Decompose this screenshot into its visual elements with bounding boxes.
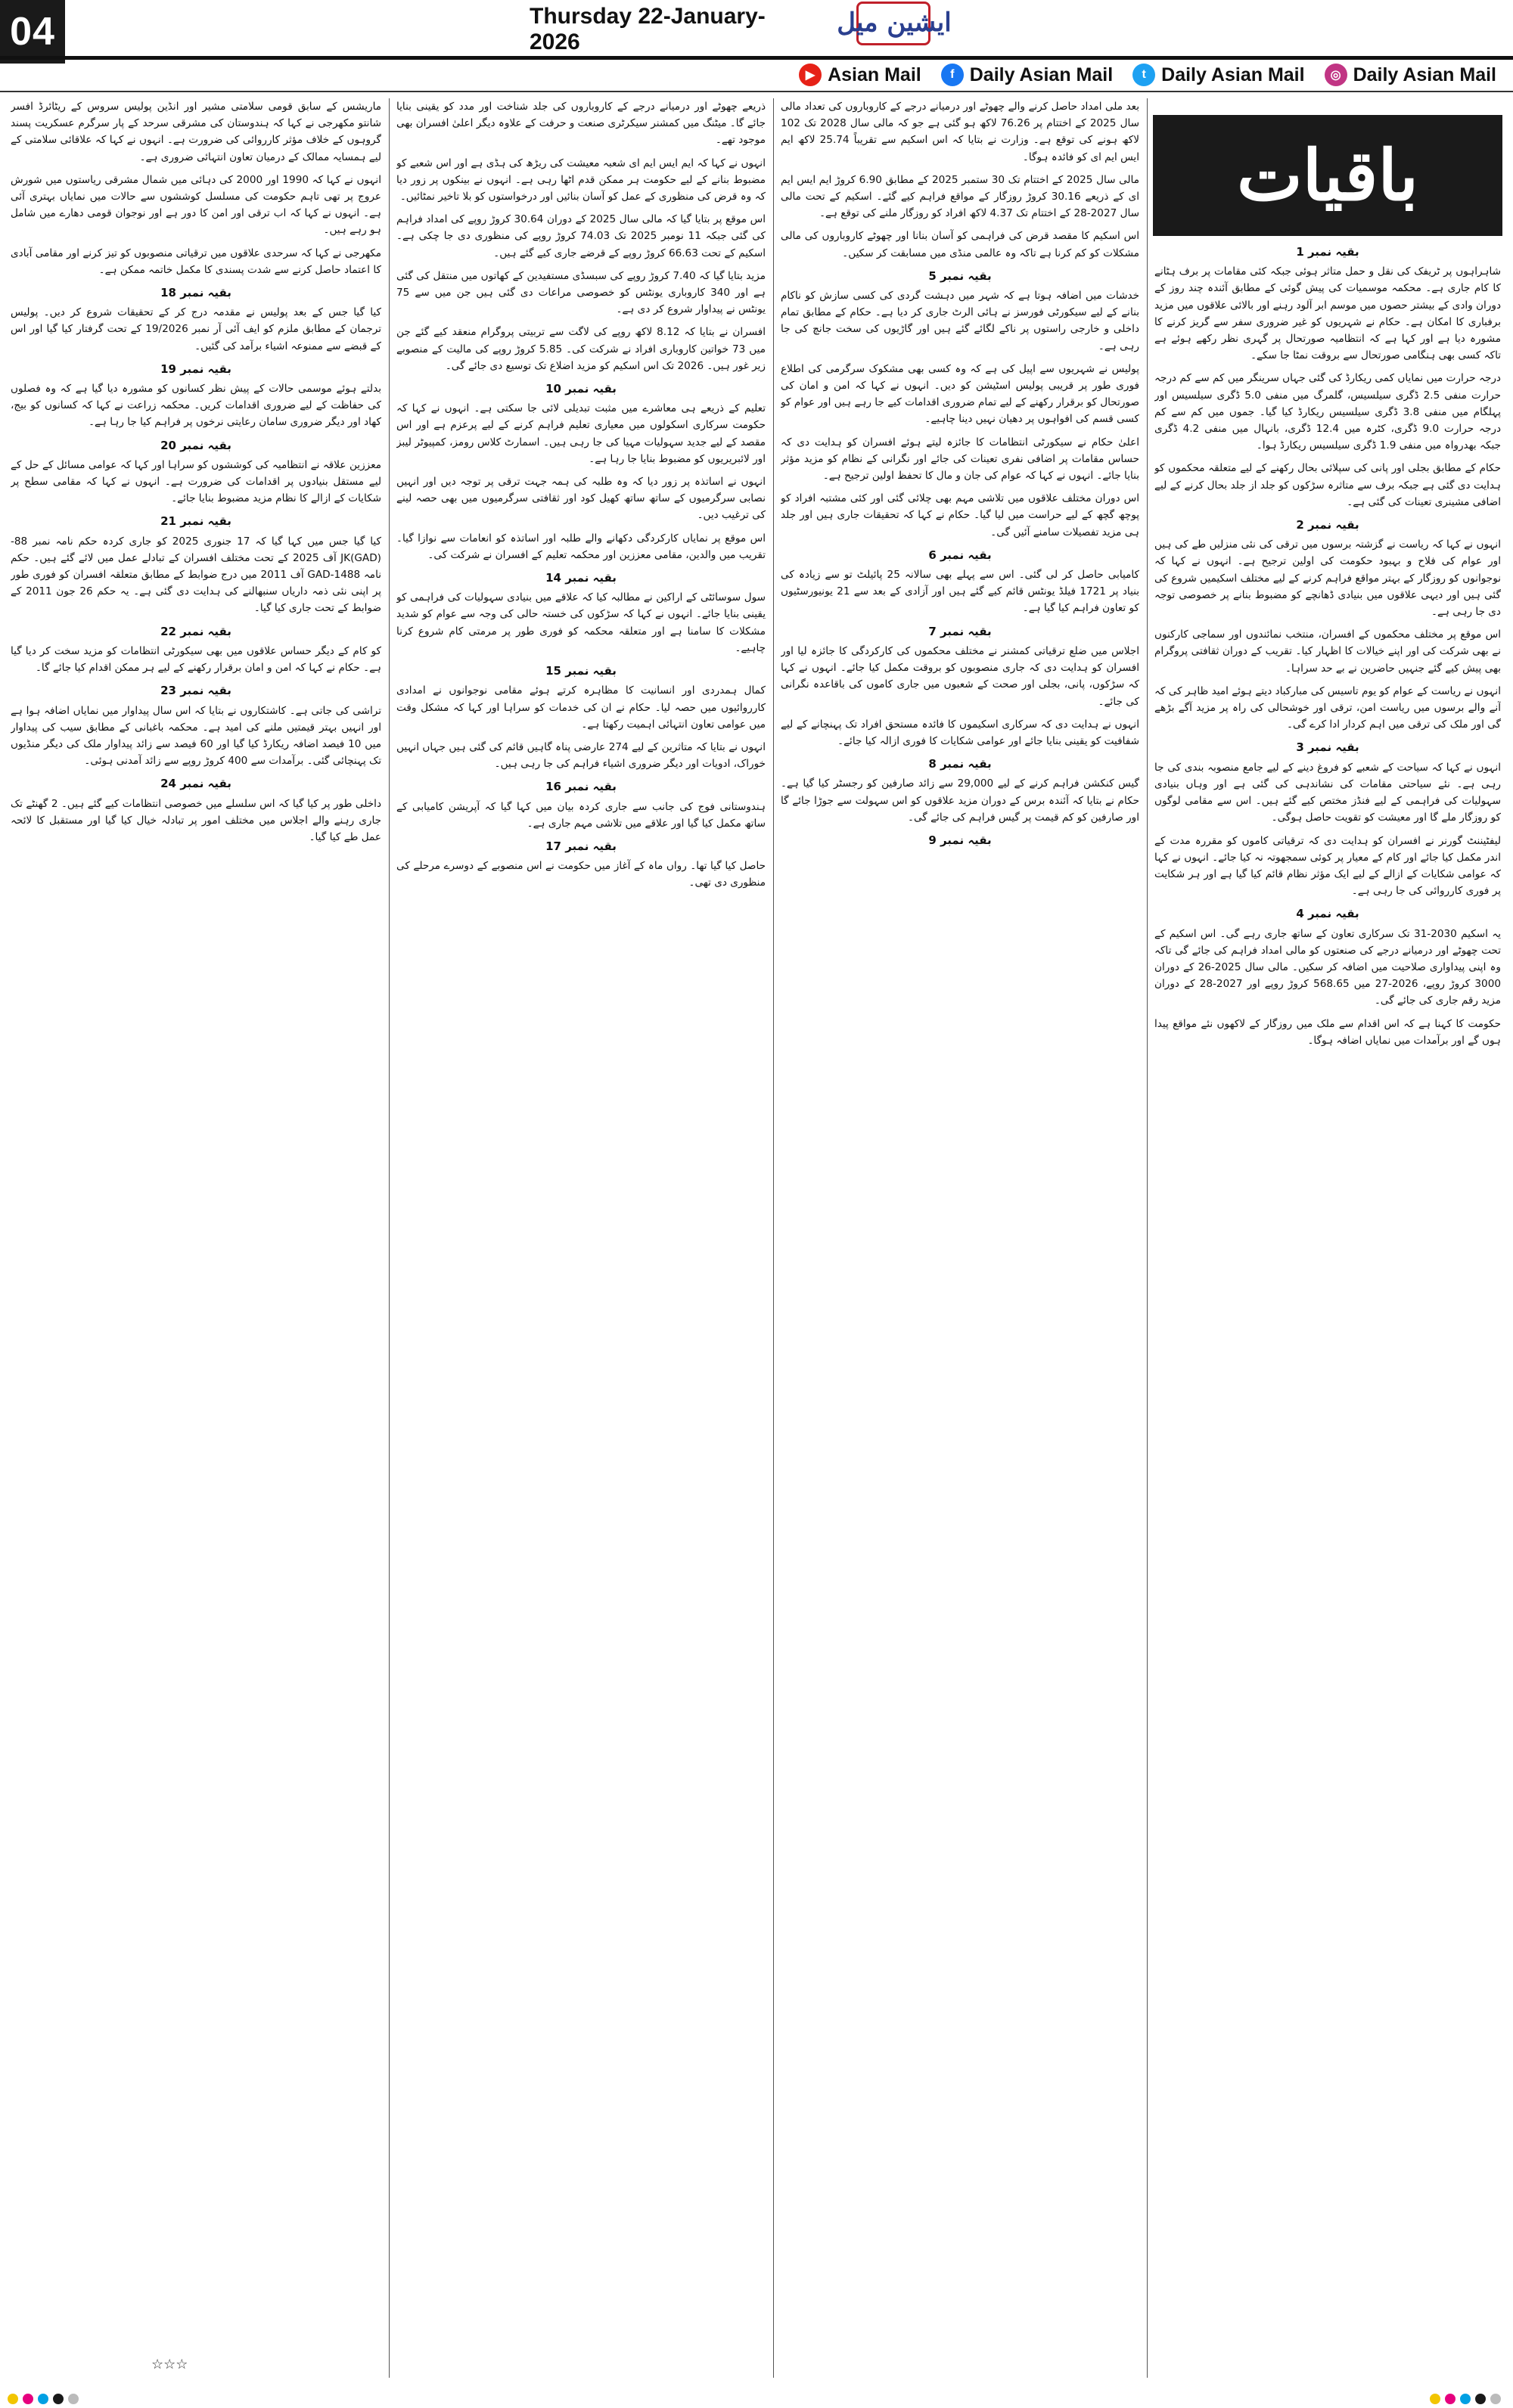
print-color-dot bbox=[1445, 2394, 1456, 2404]
logo-text: ایشین میل bbox=[837, 8, 952, 38]
social-links bbox=[377, 61, 1513, 89]
article-paragraph: انہوں نے اساتذہ پر زور دیا کہ وہ طلبہ کی ہمہ جہت ترقی پر توجہ دیں اور انہیں نصابی سرگرمیوں کے ساتھ ساتھ کھیل کود اور ثقافتی سرگرمیوں میں بھی حصہ لینے کی ترغیب دیں۔ bbox=[396, 476, 766, 522]
article-paragraph: اعلیٰ حکام نے سیکورٹی انتظامات کا جائزہ لیتے ہوئے افسران کو ہدایت دی کہ حساس مقامات پر اضافی نفری تعینات کی جائے اور نگرانی کے نظام کو مزید مؤثر بنایا جائے۔ انہوں نے کہا کہ عوام کی جان و مال کا تحفظ اولین ترجیح ہے۔ bbox=[781, 436, 1139, 483]
continuation-heading: بقیہ نمبر 2 bbox=[1296, 518, 1359, 532]
article-paragraph: کیا گیا جس میں کہا گیا کہ 17 جنوری 2025 کو جاری کردہ حکم نامہ نمبر 88-JK(GAD) آف 2025 کے تحت مختلف افسران کے تبادلے عمل میں لائے گئے ہیں۔ حکم نامہ 1488-GAD آف 2011 میں درج ضوابط کے مطابق متعلقہ افسران کو فوری طور پر اپنی نئی ذمہ داریاں سنبھالنے کی ہدایت دی گئی ہے۔ یہ حکم 26 جون 2011 کے ضوابط کے تحت جاری کیا گیا۔ bbox=[11, 535, 381, 615]
page-content bbox=[11, 98, 1502, 2378]
end-stars: ☆☆☆ bbox=[151, 2357, 188, 2372]
column-4 bbox=[11, 98, 381, 2378]
column-rule bbox=[1147, 98, 1148, 2378]
article-paragraph: ہندوستانی فوج کی جانب سے جاری کردہ بیان میں کہا گیا کہ آپریشن کامیابی کے ساتھ مکمل کیا گیا اور علاقے میں تلاشی مہم جاری ہے۔ bbox=[396, 800, 766, 830]
article-paragraph: کمال ہمدردی اور انسانیت کا مظاہرہ کرتے ہوئے مقامی نوجوانوں نے امدادی کارروائیوں میں حصہ لیا۔ حکام نے ان کی خدمات کو سراہا اور کہا کہ مشکل وقت میں عوامی تعاون انتہائی اہمیت رکھتا ہے۔ bbox=[396, 684, 766, 731]
article-paragraph: انہوں نے کہا کہ ایم ایس ایم ای شعبہ معیشت کی ریڑھ کی ہڈی ہے اور اس شعبے کو مضبوط بنانے کے لیے حکومت ہر ممکن قدم اٹھا رہی ہے۔ انہوں نے بینکوں پر زور دیا کہ وہ قرض کی منظوری کے عمل کو آسان بنائیں اور درخواستوں کو بلا تاخیر نمٹائیں۔ bbox=[396, 157, 766, 203]
social-link[interactable] bbox=[941, 64, 1113, 86]
column-2 bbox=[781, 98, 1139, 2378]
article-paragraph: مزید بتایا گیا کہ 7.40 کروڑ روپے کی سبسڈی مستفیدین کے کھاتوں میں منتقل کی گئی ہے اور 340 کاروباری یونٹس کو خصوصی مراعات دی گئی ہیں جن میں سے 75 یونٹس نے پیداوار شروع کر دی ہے۔ bbox=[396, 269, 766, 316]
print-color-dot bbox=[1475, 2394, 1486, 2404]
youtube-icon: ▶ bbox=[799, 64, 822, 86]
article-paragraph: انہوں نے کہا کہ 1990 اور 2000 کی دہائی میں شمال مشرقی ریاستوں میں شورش عروج پر تھی تاہم حکومت کی مسلسل کوششوں سے حالات میں نمایاں بہتری آئی ہے۔ انہوں نے کہا کہ اب ترقی اور امن کا دور ہے اور نوجوان قومی دھارے میں شامل ہو رہے ہیں۔ bbox=[11, 173, 381, 237]
continuation-heading: بقیہ نمبر 24 bbox=[160, 777, 231, 791]
issue-date: Thursday 22-January-2026 bbox=[530, 4, 766, 54]
continuation-heading: بقیہ نمبر 14 bbox=[545, 571, 617, 585]
article-paragraph: انہوں نے کہا کہ سیاحت کے شعبے کو فروغ دینے کے لیے جامع منصوبہ بندی کی جا رہی ہے۔ نئے سیاحتی مقامات کی نشاندہی کی گئی ہے اور وہاں بنیادی سہولیات کی فراہمی کے لیے فنڈز مختص کیے گئے ہیں۔ اس سے مقامی لوگوں کو روزگار ملے گا اور معیشت کو تقویت حاصل ہوگی۔ bbox=[1154, 761, 1501, 824]
newspaper-logo bbox=[819, 2, 970, 56]
continuation-heading: بقیہ نمبر 6 bbox=[928, 548, 992, 562]
page-number: 04 bbox=[0, 0, 65, 64]
article-paragraph: تعلیم کے ذریعے ہی معاشرے میں مثبت تبدیلی لائی جا سکتی ہے۔ انہوں نے کہا کہ حکومت سرکاری اسکولوں میں معیاری تعلیم فراہم کرنے کے لیے پرعزم ہے اور اس مقصد کے لیے جدید سہولیات مہیا کی جا رہی ہیں۔ اسمارٹ کلاس رومز، کمپیوٹر لیبز اور لائبریریوں کو مضبوط بنایا جا رہا ہے۔ bbox=[396, 402, 766, 465]
article-paragraph: حاصل کیا گیا تھا۔ رواں ماہ کے آغاز میں حکومت نے اس منصوبے کے دوسرے مرحلے کی منظوری دی تھی۔ bbox=[396, 860, 766, 889]
article-paragraph: بعد ملی امداد حاصل کرنے والے چھوٹے اور درمیانے درجے کے کاروباروں کی تعداد مالی سال 2025 کے اختتام پر 76.26 لاکھ ہو گئی ہے جو کہ مالی سال 2028 تک 102 لاکھ ہونے کی توقع ہے۔ وزارت نے بتایا کہ اس اسکیم سے تقریباً 25.74 لاکھ ایم ایس ایم ای کو فائدہ ہوگا۔ bbox=[781, 101, 1139, 163]
article-paragraph: لیفٹیننٹ گورنر نے افسران کو ہدایت دی کہ ترقیاتی کاموں کو مقررہ مدت کے اندر مکمل کیا جائے اور کام کے معیار پر کوئی سمجھوتہ نہ کیا جائے۔ انہوں نے کہا کہ عوامی شکایات کے ازالے کے لیے ایک مؤثر نظام قائم کیا گیا ہے اور ہر شکایت پر فوری کارروائی کی جا رہی ہے۔ bbox=[1154, 834, 1501, 898]
continuation-heading: بقیہ نمبر 3 bbox=[1296, 740, 1359, 755]
social-label: Asian Mail bbox=[828, 64, 921, 85]
header-rule-bottom bbox=[0, 91, 1513, 92]
continuation-heading: بقیہ نمبر 19 bbox=[160, 362, 231, 376]
twitter-icon: t bbox=[1132, 64, 1155, 86]
article-paragraph: اجلاس میں ضلع ترقیاتی کمشنر نے مختلف محکموں کی کارکردگی کا جائزہ لیا اور افسران کو ہدایت دی کہ جاری منصوبوں کو بروقت مکمل کیا جائے۔ انہوں نے کہا کہ سڑکوں، پانی، بجلی اور صحت کے شعبوں میں جاری کاموں کی باقاعدہ نگرانی کی جائے۔ bbox=[781, 644, 1139, 708]
facebook-icon: f bbox=[941, 64, 964, 86]
column-rule bbox=[389, 98, 390, 2378]
article-paragraph: خدشات میں اضافہ ہوتا ہے کہ شہر میں دہشت گردی کی کسی سازش کو ناکام بنانے کے لیے سیکورٹی فورسز نے ہائی الرٹ جاری کر دیا ہے۔ حکام کے مطابق تمام داخلی و خارجی راستوں پر ناکے لگائے گئے ہیں اور گاڑیوں کی سخت جانچ کی جا رہی ہے۔ bbox=[781, 290, 1139, 352]
continuation-heading: بقیہ نمبر 4 bbox=[1296, 907, 1359, 921]
article-paragraph: درجہ حرارت میں نمایاں کمی ریکارڈ کی گئی جہاں سرینگر میں کم سے کم درجہ حرارت منفی 2.5 ڈگری سیلسیس، گلمرگ میں منفی 5.0 ڈگری سیلسیس اور پہلگام میں منفی 3.8 ڈگری سیلسیس ریکارڈ کیا گیا۔ جموں میں کم سے کم درجہ حرارت 9.0 ڈگری، کٹرہ میں 12.4 ڈگری، بانہال میں منفی 4.2 ڈگری جبکہ بھدرواہ میں منفی 1.9 ڈگری سیلسیس ریکارڈ ہوا۔ bbox=[1154, 372, 1501, 452]
continuation-heading: بقیہ نمبر 23 bbox=[160, 684, 231, 698]
article-paragraph: داخلی طور پر کیا گیا کہ اس سلسلے میں خصوصی انتظامات کیے گئے ہیں۔ 2 گھنٹے تک جاری رہنے والے اجلاس میں مختلف امور پر تبادلہ خیال کیا گیا اور مستقبل کا لائحہ عمل طے کیا گیا۔ bbox=[11, 797, 381, 843]
continuation-heading: بقیہ نمبر 9 bbox=[928, 833, 992, 847]
article-paragraph: ماریشس کے سابق قومی سلامتی مشیر اور انڈین پولیس سروس کے ریٹائرڈ افسر شانتو مکھرجی نے کہا کہ ہندوستان کی مشرقی سرحد کے پار سرگرم عسکریت پسند گروہوں کے خلاف مؤثر کارروائی کی ضرورت ہے۔ انہوں نے کہا کہ علاقائی سلامتی کے لیے ہمسایہ ممالک کے درمیان تعاون انتہائی ضروری ہے۔ bbox=[11, 101, 381, 163]
article-paragraph: کو کام کے دیگر حساس علاقوں میں بھی سیکورٹی انتظامات کو مزید سخت کر دیا گیا ہے۔ حکام نے کہا کہ امن و امان برقرار رکھنے کے لیے ہر ممکن اقدام کیا جائے گا۔ bbox=[11, 644, 381, 675]
continuation-heading: بقیہ نمبر 7 bbox=[928, 624, 992, 638]
article-paragraph: گیس کنکشن فراہم کرنے کے لیے 29,000 سے زائد صارفین کو رجسٹر کیا گیا ہے۔ حکام نے بتایا کہ آئندہ برس کے دوران مزید علاقوں کو اس سہولت سے جوڑا جائے گا اور صارفین کو کم قیمت پر گیس فراہم کی جائے گی۔ bbox=[781, 777, 1139, 824]
article-paragraph: بدلتے ہوئے موسمی حالات کے پیش نظر کسانوں کو مشورہ دیا گیا ہے کہ وہ فصلوں کی حفاظت کے لیے ضروری اقدامات کریں۔ محکمہ زراعت نے کہا کہ کسانوں کو بیج، کھاد اور دیگر ضروری سامان رعایتی نرخوں پر فراہم کیا جا رہا ہے۔ bbox=[11, 383, 381, 429]
article-paragraph: اس موقع پر بتایا گیا کہ مالی سال 2025 کے دوران 30.64 کروڑ روپے کی امداد فراہم کی گئی جبکہ 11 نومبر 2025 تک 74.03 کروڑ روپے کی منظوری دی جا چکی ہے۔ اسکیم کے تحت 66.63 کروڑ روپے کے قرضے جاری کیے گئے ہیں۔ bbox=[396, 213, 766, 259]
article-paragraph: انہوں نے بتایا کہ متاثرین کے لیے 274 عارضی پناہ گاہیں قائم کی گئی ہیں جہاں انہیں خوراک، ادویات اور دیگر ضروری اشیاء فراہم کی جا رہی ہیں۔ bbox=[396, 740, 766, 771]
print-color-dot bbox=[68, 2394, 79, 2404]
section-banner: باقیات bbox=[1153, 115, 1502, 236]
article-paragraph: مالی سال 2025 کے اختتام تک 30 ستمبر 2025 کے مطابق 6.90 کروڑ ایم ایس ایم ای کے ذریعے 30.16 کروڑ روزگار کے مواقع فراہم کیے گئے۔ اسکیم کے تحت مالی سال 2027-28 کے اختتام تک 4.37 لاکھ افراد کو روزگار ملنے کی توقع ہے۔ bbox=[781, 173, 1139, 220]
article-paragraph: اس اسکیم کا مقصد قرض کی فراہمی کو آسان بنانا اور چھوٹے کاروباروں کی مالی مشکلات کو کم کرنا ہے تاکہ وہ عالمی منڈی میں مسابقت کر سکیں۔ bbox=[781, 230, 1139, 259]
article-paragraph: تراشی کی جاتی ہے۔ کاشتکاروں نے بتایا کہ اس سال پیداوار میں نمایاں اضافہ ہوا ہے اور انہیں بہتر قیمتیں ملنے کی امید ہے۔ محکمہ باغبانی کے مطابق سیب کی پیداوار میں 10 فیصد اضافہ ریکارڈ کیا گیا اور 60 فیصد سے زائد پیداوار ملک کی دیگر منڈیوں تک پہنچائی گئی۔ برآمدات سے 400 کروڑ روپے سے زائد آمدنی ہوئی۔ bbox=[11, 704, 381, 768]
article-paragraph: مکھرجی نے کہا کہ سرحدی علاقوں میں ترقیاتی منصوبوں کو تیز کرنے اور مقامی آبادی کا اعتماد حاصل کرنے سے شدت پسندی کا مکمل خاتمہ ممکن ہے۔ bbox=[11, 247, 381, 276]
continuation-heading: بقیہ نمبر 1 bbox=[1296, 245, 1359, 259]
social-label: Daily Asian Mail bbox=[1161, 64, 1305, 85]
masthead bbox=[0, 0, 1513, 91]
continuation-heading: بقیہ نمبر 20 bbox=[160, 438, 231, 452]
print-color-dot bbox=[8, 2394, 18, 2404]
article-paragraph: انہوں نے ہدایت دی کہ سرکاری اسکیموں کا فائدہ مستحق افراد تک پہنچانے کے لیے شفافیت کو یقینی بنایا جائے اور عوامی شکایات کا فوری ازالہ کیا جائے۔ bbox=[781, 718, 1139, 747]
article-paragraph: معززین علاقہ نے انتظامیہ کی کوششوں کو سراہا اور کہا کہ عوامی مسائل کے حل کے لیے مستقل بنیادوں پر اقدامات کی ضرورت ہے۔ انہوں نے کہا کہ مقامی سطح پر شکایات کے ازالے کا نظام مزید مضبوط بنایا جائے۔ bbox=[11, 458, 381, 505]
continuation-heading: بقیہ نمبر 18 bbox=[160, 286, 231, 300]
social-link[interactable] bbox=[1132, 64, 1304, 86]
article-paragraph: کیا گیا جس کے بعد پولیس نے مقدمہ درج کر کے تحقیقات شروع کر دیں۔ پولیس ترجمان کے مطابق ملزم کو ایف آئی آر نمبر 19/2026 کے تحت گرفتار کیا گیا اور اس کے قبضے سے ممنوعہ اشیاء برآمد کی گئیں۔ bbox=[11, 306, 381, 352]
continuation-heading: بقیہ نمبر 5 bbox=[928, 268, 992, 283]
continuation-heading: بقیہ نمبر 21 bbox=[160, 514, 231, 529]
print-color-dot bbox=[1460, 2394, 1471, 2404]
article-paragraph: ذریعے چھوٹے اور درمیانے درجے کے کاروباروں کی جلد شناخت اور مدد کو یقینی بنایا جائے گا۔ میٹنگ میں کمشنر سیکرٹری صنعت و حرفت کے علاوہ دیگر اعلیٰ افسران بھی موجود تھے۔ bbox=[396, 101, 766, 147]
article-paragraph: اس موقع پر مختلف محکموں کے افسران، منتخب نمائندوں اور سماجی کارکنوں نے بھی شرکت کی اور اپنے خیالات کا اظہار کیا۔ تقریب کے دوران ثقافتی پروگرام بھی پیش کیے گئے جنہیں حاضرین نے بے حد سراہا۔ bbox=[1154, 628, 1501, 675]
article-paragraph: انہوں نے کہا کہ ریاست نے گزشتہ برسوں میں ترقی کی نئی منزلیں طے کی ہیں اور عوام کی فلاح و بہبود حکومت کی اولین ترجیح ہے۔ انہوں نے کہا کہ نوجوانوں کو روزگار کے بہتر مواقع فراہم کرنے کے لیے مختلف اسکیمیں شروع کی گئی ہیں اور دیہی علاقوں میں بنیادی ڈھانچے کو مضبوط بنانے پر خصوصی توجہ دی جا رہی ہے۔ bbox=[1154, 538, 1501, 619]
header-rule bbox=[0, 56, 1513, 60]
continuation-heading: بقیہ نمبر 15 bbox=[545, 664, 617, 678]
column-1 bbox=[1154, 98, 1501, 2378]
article-paragraph: حکام کے مطابق بجلی اور پانی کی سپلائی بحال رکھنے کے لیے متعلقہ محکموں کو ہدایت دی گئی ہے جبکہ برف سے متاثرہ سڑکوں کو جلد از جلد بحال کرنے کے لیے اضافی مشینری تعینات کی گئی ہے۔ bbox=[1154, 462, 1501, 508]
continuation-heading: بقیہ نمبر 10 bbox=[545, 382, 617, 396]
social-link[interactable] bbox=[799, 64, 921, 86]
article-paragraph: شاہراہوں پر ٹریفک کی نقل و حمل متاثر ہوئی جبکہ کئی مقامات پر برف ہٹانے کا کام جاری ہے۔ محکمہ موسمیات کی پیش گوئی کے مطابق آئندہ چند روز کے دوران وادی کے بیشتر حصوں میں موسم ابر آلود رہنے اور بالائی علاقوں میں مزید برفباری کا امکان ہے۔ حکام نے شہریوں کو غیر ضروری سفر سے گریز کرنے کا مشورہ دیا ہے اور کہا ہے کہ انتظامیہ صورتحال پر گہری نظر رکھے ہوئے ہے تاکہ کسی بھی ہنگامی صورتحال سے بروقت نمٹا جا سکے۔ bbox=[1154, 265, 1501, 362]
article-paragraph: پولیس نے شہریوں سے اپیل کی ہے کہ وہ کسی بھی مشکوک سرگرمی کی اطلاع فوری طور پر قریبی پولیس اسٹیشن کو دیں۔ انہوں نے کہا کہ امن و امان کی صورتحال کو برقرار رکھنے کے لیے تمام ضروری اقدامات کیے جا رہے ہیں اور عوام کو کسی قسم کی افواہوں پر دھیان نہیں دینا چاہیے۔ bbox=[781, 362, 1139, 426]
footer-strip bbox=[0, 2387, 1513, 2408]
social-label: Daily Asian Mail bbox=[969, 64, 1114, 85]
article-paragraph: سول سوسائٹی کے اراکین نے مطالبہ کیا کہ علاقے میں بنیادی سہولیات کی فراہمی کو یقینی بنایا جائے۔ انہوں نے کہا کہ سڑکوں کی خستہ حالی کی وجہ سے عوام کو شدید مشکلات کا سامنا ہے اور متعلقہ محکمہ کو فوری طور پر مرمتی کام شروع کرنا چاہیے۔ bbox=[396, 591, 766, 654]
article-paragraph: کامیابی حاصل کر لی گئی۔ اس سے پہلے بھی سالانہ 25 پائیلٹ تو سے زیادہ کی بنیاد پر 1721 فیلڈ یونٹس قائم کیے گئے ہیں اور آزادی کے بعد سے 21 یونیورسٹیوں کو تعاون فراہم کیا گیا ہے۔ bbox=[781, 569, 1139, 615]
column-rule bbox=[773, 98, 774, 2378]
print-color-dot bbox=[1490, 2394, 1501, 2404]
social-link[interactable] bbox=[1325, 64, 1496, 86]
continuation-heading: بقیہ نمبر 16 bbox=[545, 780, 617, 794]
continuation-heading: بقیہ نمبر 22 bbox=[160, 624, 231, 638]
article-paragraph: اس دوران مختلف علاقوں میں تلاشی مہم بھی چلائی گئی اور کئی مشتبہ افراد کو پوچھ گچھ کے لیے حراست میں لیا گیا۔ حکام نے کہا کہ تحقیقات جاری ہیں اور جلد ہی مزید تفصیلات سامنے آئیں گی۔ bbox=[781, 492, 1139, 538]
article-paragraph: افسران نے بتایا کہ 8.12 لاکھ روپے کی لاگت سے تربیتی پروگرام منعقد کیے گئے جن میں 73 خواتین کاروباری افراد نے شرکت کی۔ 5.85 کروڑ روپے کی مالیت کے منصوبے زیر غور ہیں۔ 2026 تک اس اسکیم کو مزید اضلاع تک توسیع دی جائے گی۔ bbox=[396, 326, 766, 372]
social-label: Daily Asian Mail bbox=[1353, 64, 1496, 85]
article-paragraph: حکومت کا کہنا ہے کہ اس اقدام سے ملک میں روزگار کے لاکھوں نئے مواقع پیدا ہوں گے اور برآمدات میں نمایاں اضافہ ہوگا۔ bbox=[1154, 1017, 1501, 1047]
continuation-heading: بقیہ نمبر 8 bbox=[928, 757, 992, 771]
continuation-heading: بقیہ نمبر 17 bbox=[545, 839, 617, 853]
print-color-dot bbox=[1430, 2394, 1440, 2404]
print-color-dot bbox=[38, 2394, 48, 2404]
print-color-dot bbox=[23, 2394, 33, 2404]
article-paragraph: اس موقع پر نمایاں کارکردگی دکھانے والے طلبہ اور اساتذہ کو انعامات سے نوازا گیا۔ تقریب میں والدین، مقامی معززین اور محکمہ تعلیم کے افسران نے شرکت کی۔ bbox=[396, 532, 766, 561]
column-3 bbox=[396, 98, 766, 2378]
print-color-dot bbox=[53, 2394, 64, 2404]
article-paragraph: انہوں نے ریاست کے عوام کو یوم تاسیس کی مبارکباد دیتے ہوئے امید ظاہر کی کہ آنے والے برسوں میں ریاست امن، ترقی اور خوشحالی کی راہ پر مزید آگے بڑھے گی اور ملک کی ترقی میں اہم کردار ادا کرے گی۔ bbox=[1154, 684, 1501, 731]
article-paragraph: یہ اسکیم 2030-31 تک سرکاری تعاون کے ساتھ جاری رہے گی۔ اس اسکیم کے تحت چھوٹے اور درمیانے درجے کی صنعتوں کو مالی امداد فراہم کی جائے گی تاکہ وہ اپنی پیداواری صلاحیت میں اضافہ کر سکیں۔ مالی سال 2025-26 کے دوران 3000 کروڑ روپے، 2026-27 میں 568.65 کروڑ روپے اور 2027-28 کے دوران مزید رقم جاری کی جائے گی۔ bbox=[1154, 927, 1501, 1007]
instagram-icon: ◎ bbox=[1325, 64, 1347, 86]
